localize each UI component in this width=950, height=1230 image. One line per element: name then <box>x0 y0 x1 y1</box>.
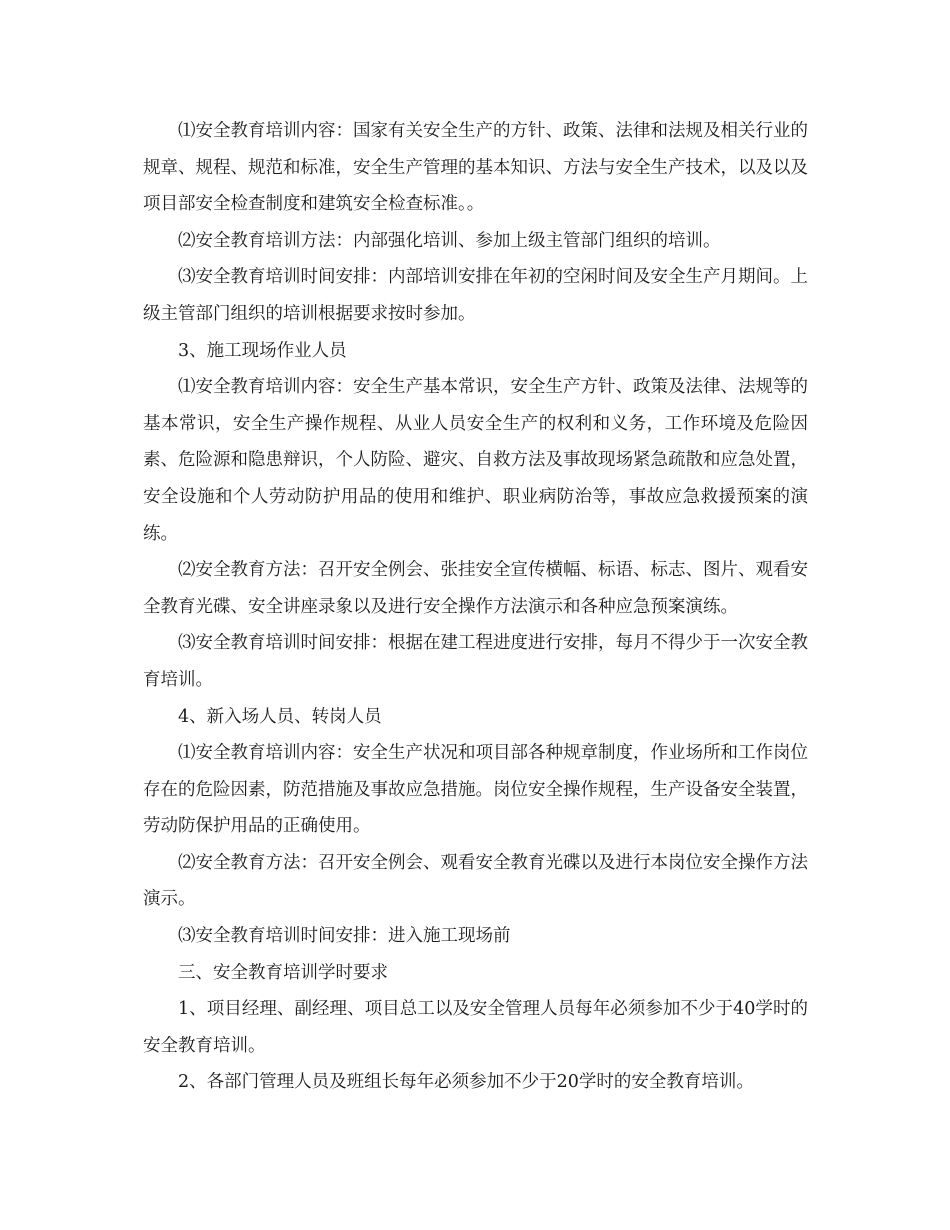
paragraph-5: ⑴安全教育培训内容：安全生产基本常识，安全生产方针、政策及法律、法规等的基本常识，安全生产操作规程、从业人员安全生产的权利和义务，工作环境及危险因素、危险源和隐患辩识，个人防险、避灾、自救方法及事故现场紧急疏散和应急处置，安全设施和个人劳动防护用品的使用和维护、职业病防治等，事故应急救援预案的演练。 <box>143 377 808 544</box>
paragraph-3: ⑶安全教育培训时间安排：内部培训安排在年初的空闲时间及安全生产月期间。上级主管部门组织的培训根据要求按时参加。 <box>143 267 808 324</box>
paragraph-2: ⑵安全教育培训方法：内部强化培训、参加上级主管部门组织的培训。 <box>178 230 721 251</box>
paragraph-6: ⑵安全教育方法：召开安全例会、张挂安全宣传横幅、标语、标志、图片、观看安全教育光碟、安全讲座录象以及进行安全操作方法演示和各种应急预案演练。 <box>143 560 808 617</box>
document-body <box>143 113 808 1101</box>
section-heading-3: 3、施工现场作业人员 <box>178 340 347 361</box>
paragraph-1: ⑴安全教育培训内容：国家有关安全生产的方针、政策、法律和法规及相关行业的规章、规程、规范和标准，安全生产管理的基本知识、方法与安全生产技术，以及以及项目部安全检查制度和建筑安全检查标准。。 <box>143 121 808 215</box>
paragraph-13: 1、项目经理、副经理、项目总工以及安全管理人员每年必须参加不少于40学时的安全教育培训。 <box>143 999 808 1056</box>
paragraph-14: 2、各部门管理人员及班组长每年必须参加不少于20学时的安全教育培训。 <box>178 1072 754 1093</box>
section-heading-three: 三、安全教育培训学时要求 <box>178 962 388 983</box>
paragraph-10: ⑵安全教育方法：召开安全例会、观看安全教育光碟以及进行本岗位安全操作方法演示。 <box>143 852 808 910</box>
paragraph-11: ⑶安全教育培训时间安排：进入施工现场前 <box>178 926 511 947</box>
paragraph-9: ⑴安全教育培训内容：安全生产状况和项目部各种规章制度，作业场所和工作岗位存在的危险因素，防范措施及事故应急措施。岗位安全操作规程，生产设备安全装置，劳动防保护用品的正确使用。 <box>143 743 808 837</box>
section-heading-4: 4、新入场人员、转岗人员 <box>178 706 382 727</box>
paragraph-7: ⑶安全教育培训时间安排：根据在建工程进度进行安排，每月不得少于一次安全教育培训。 <box>143 633 808 690</box>
